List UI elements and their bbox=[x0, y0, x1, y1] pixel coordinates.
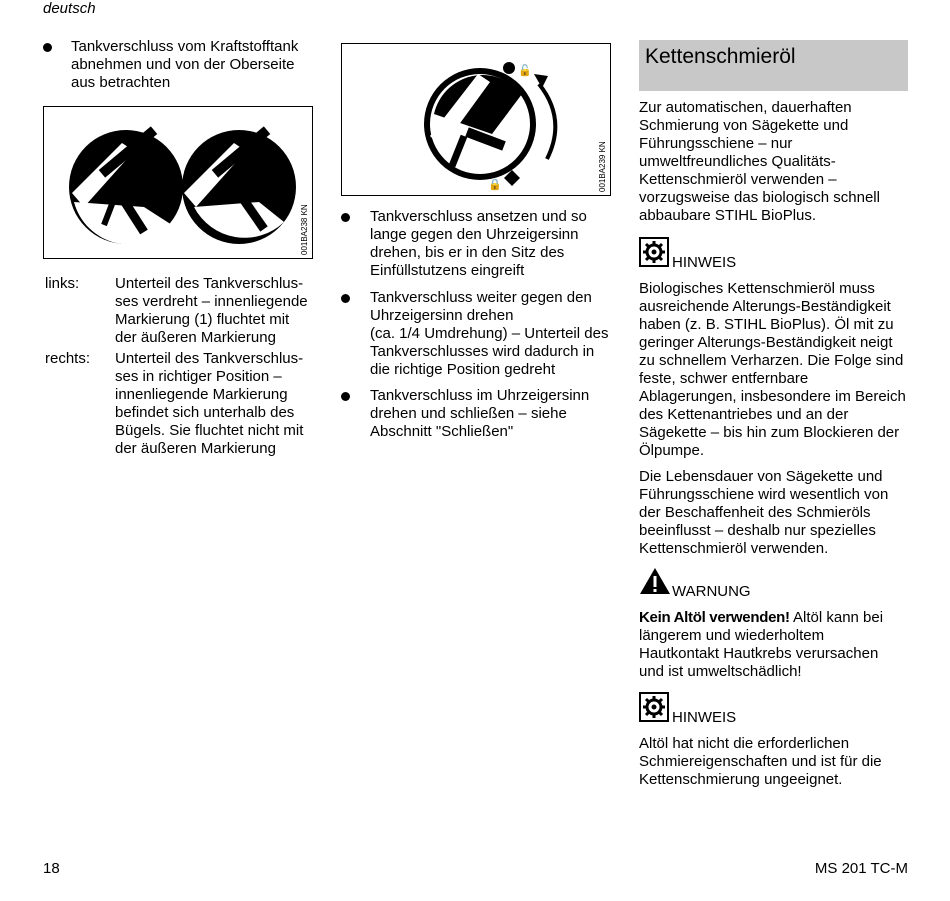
instruction-text-3: Tankverschluss weiter gegen den Uhrzeigersinn drehen (ca. 1/4 Umdrehung) – Unterteil des Tankverschlusses wird dadurch in die richtige Position gedreht bbox=[370, 289, 609, 378]
definition-body-left: Unterteil des Tankverschlus- ses verdreht – innenliegende Markierung (1) fluchtet mit der äußeren Markierung bbox=[115, 275, 308, 346]
figure-code: 001BA239 KN bbox=[598, 141, 607, 192]
language-label: deutsch bbox=[43, 0, 96, 17]
warning-emphasis: Kein Altöl verwenden! bbox=[639, 609, 790, 626]
definition-term-right: rechts: bbox=[45, 350, 91, 367]
svg-text:🔓: 🔓 bbox=[518, 64, 532, 77]
warning-label: WARNUNG bbox=[672, 583, 751, 600]
bullet-dot bbox=[341, 392, 350, 401]
bullet-dot bbox=[341, 294, 350, 303]
page-number: 18 bbox=[43, 860, 60, 877]
callout-number: 1 bbox=[172, 181, 182, 200]
definition-body-right: Unterteil des Tankverschlus- ses in richtiger Position – innenliegende Markierung befindet sich unterhalb des Bügels. Sie fluchtet nicht mit der äußeren Markierung bbox=[115, 350, 304, 457]
notice-label: HINWEIS bbox=[672, 254, 737, 271]
intro-paragraph: Zur automatischen, dauerhaften Schmierung von Sägekette und Führungsschiene – nur umweltfreundliches Qualitäts- Kettenschmieröl verwenden – vorzugsweise das biologisch schnell abbaubare STIHL BioPlus. bbox=[639, 99, 880, 224]
warning-text: Kein Altöl verwenden! Altöl kann bei längerem und wiederholtem Hautkontakt Hautkrebs verursachen und ist umweltschädlich! bbox=[639, 609, 884, 680]
lifespan-paragraph: Die Lebensdauer von Sägekette und Führungsschiene wird wesentlich von der Beschaffenheit des Schmieröls beeinflusst – deshalb nur spezielles Kettenschmieröl verwenden. bbox=[639, 468, 889, 557]
bullet-dot bbox=[43, 43, 52, 52]
figure-tank-cap-rotation bbox=[341, 43, 611, 196]
notice-label: HINWEIS bbox=[672, 709, 737, 726]
figure-code: 001BA238 KN bbox=[300, 204, 309, 255]
tank-cap-rotation-illustration bbox=[342, 44, 609, 194]
svg-text:🔒: 🔒 bbox=[488, 178, 502, 191]
instruction-text-2: Tankverschluss ansetzen und so lange gegen den Uhrzeigersinn drehen, bis er in den Sitz des Einfüllstutzens eingreift bbox=[370, 208, 587, 279]
section-heading: Kettenschmieröl bbox=[645, 45, 796, 68]
warning-triangle-icon bbox=[639, 567, 671, 595]
definition-term-left: links: bbox=[45, 275, 80, 292]
gear-notice-icon bbox=[639, 692, 669, 722]
notice-text-2: Altöl hat nicht die erforderlichen Schmiereigenschaften und ist für die Kettenschmierung ungeeignet. bbox=[639, 735, 882, 788]
instruction-text-1: Tankverschluss vom Kraftstofftank abnehmen und von der Oberseite aus betrachten bbox=[71, 38, 299, 91]
notice-text-1: Biologisches Kettenschmieröl muss ausreichende Alterungs-Beständigkeit haben (z. B. STIHL BioPlus). Öl mit zu geringer Alterungs-Beständigkeit neigt zu schnellem Verharzen. Die Folge sind feste, schwer entfernbare Ablagerungen, insbesondere im Bereich des Kettenantriebes und an der Sägekette – bis hin zum Blockieren der Ölpumpe. bbox=[639, 280, 906, 459]
instruction-text-4: Tankverschluss im Uhrzeigersinn drehen und schließen – siehe Abschnitt "Schließen" bbox=[370, 387, 590, 440]
bullet-dot bbox=[341, 213, 350, 222]
model-name: MS 201 TC-M bbox=[814, 860, 908, 877]
figure-tank-cap-comparison bbox=[43, 106, 313, 259]
gear-notice-icon bbox=[639, 237, 669, 267]
